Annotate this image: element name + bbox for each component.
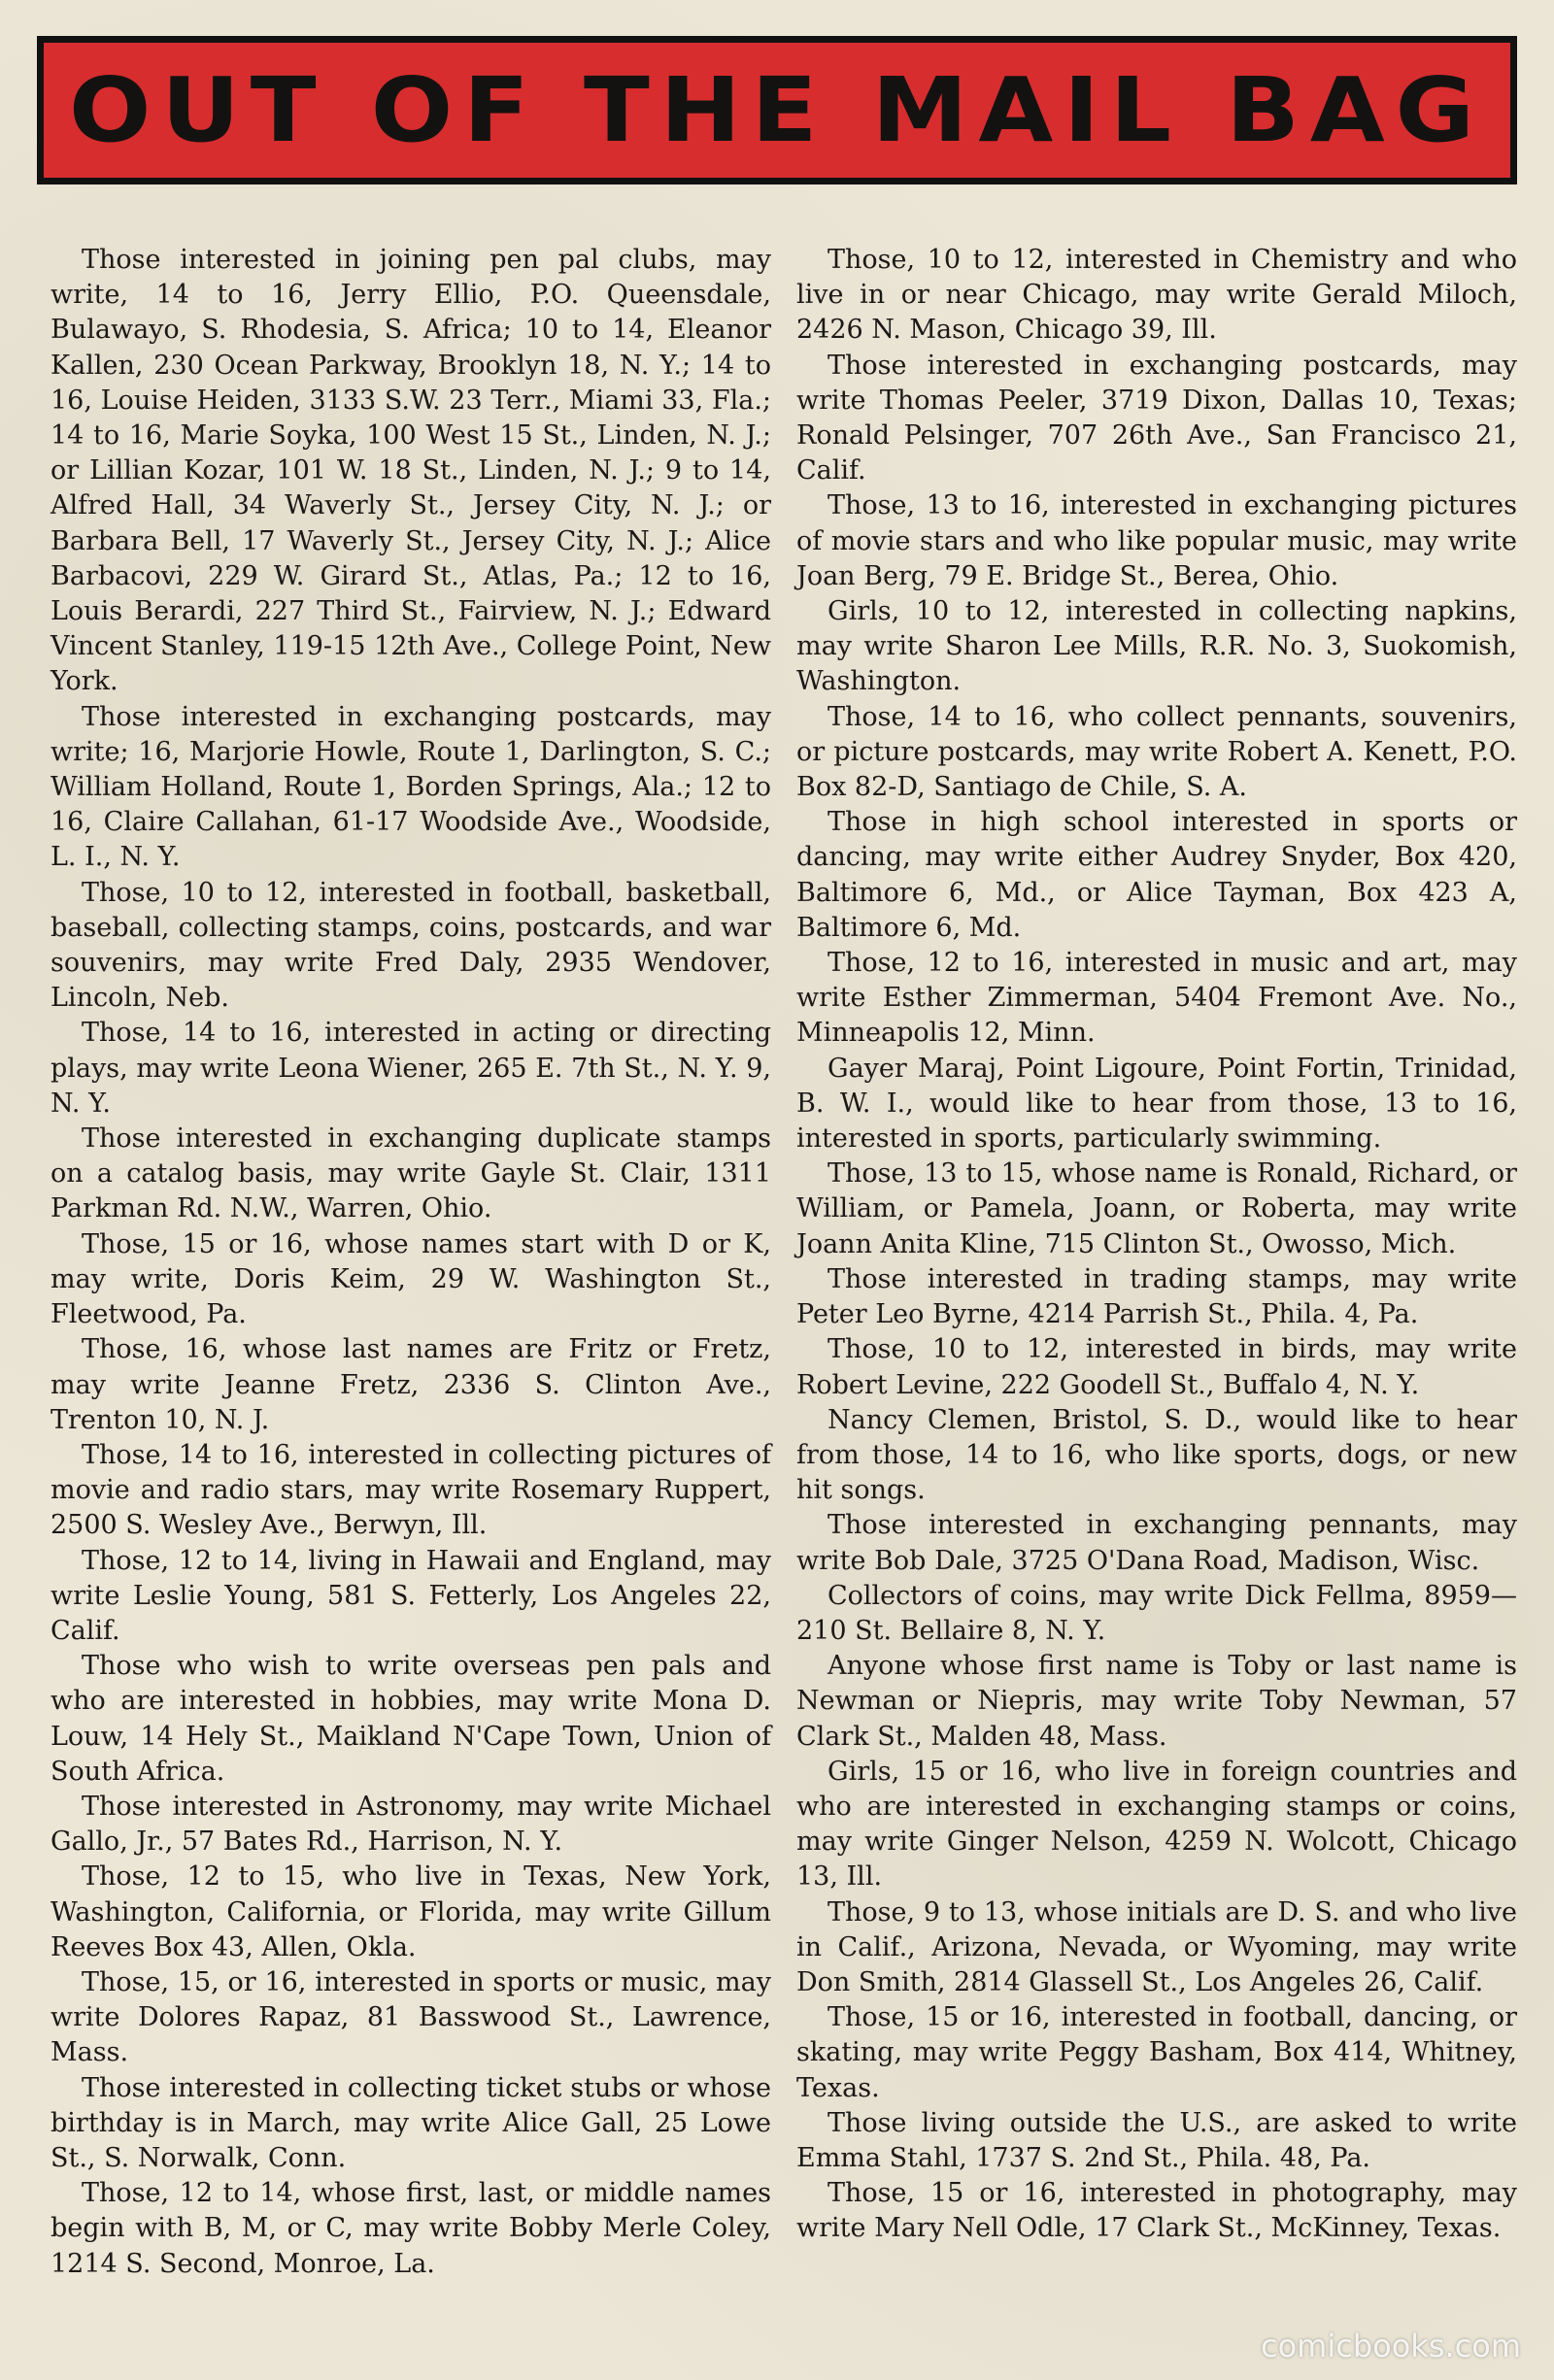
listing-paragraph: Those, 14 to 16, interested in collecting pictures of movie and radio stars, may write Rosemary Ruppert, 2500 S. Wesley Ave., Berwyn, Ill. bbox=[51, 1439, 771, 1541]
right-column bbox=[796, 243, 1517, 2330]
listing-paragraph: Those in high school interested in sports or dancing, may write either Audrey Snyder, Box 420, Baltimore 6, Md., or Alice Tayman, Box 423 A, Baltimore 6, Md. bbox=[796, 807, 1517, 943]
listing-paragraph: Nancy Clemen, Bristol, S. D., would like to hear from those, 14 to 16, who like sports, dogs, or new hit songs. bbox=[796, 1404, 1517, 1506]
listing-paragraph: Those, 15, or 16, interested in sports or music, may write Dolores Rapaz, 81 Basswood St., Lawrence, Mass. bbox=[51, 1966, 771, 2068]
listing-paragraph: Those, 15 or 16, interested in photography, may write Mary Nell Odle, 17 Clark St., McKinney, Texas. bbox=[796, 2178, 1517, 2244]
listing-paragraph: Those living outside the U.S., are asked to write Emma Stahl, 1737 S. 2nd St., Phila. 48, Pa. bbox=[796, 2107, 1517, 2173]
left-column bbox=[51, 243, 771, 2330]
listing-paragraph: Those, 12 to 16, interested in music and art, may write Esther Zimmerman, 5404 Fremont Ave. No., Minneapolis 12, Minn. bbox=[796, 948, 1517, 1049]
listing-paragraph: Those, 12 to 14, living in Hawaii and England, may write Leslie Young, 581 S. Fetterly, Los Angeles 22, Calif. bbox=[51, 1545, 771, 1646]
listing-paragraph: Those interested in trading stamps, may write Peter Leo Byrne, 4214 Parrish St., Phila. 4, Pa. bbox=[796, 1263, 1517, 1330]
listing-paragraph: Those who wish to write overseas pen pals and who are interested in hobbies, may write Mona D. Louw, 14 Hely St., Maikland N'Cape Town, Union of South Africa. bbox=[51, 1651, 771, 1787]
listing-paragraph: Those, 10 to 12, interested in football, basketball, baseball, collecting stamps, coins, postcards, and war souvenirs, may write Fred Daly, 2935 Wendover, Lincoln, Neb. bbox=[51, 877, 771, 1014]
site-watermark: comicbooks.com bbox=[1260, 2328, 1521, 2364]
listing-paragraph: Those, 15 or 16, whose names start with D or K, may write, Doris Keim, 29 W. Washington St., Fleetwood, Pa. bbox=[51, 1228, 771, 1330]
listing-paragraph: Those, 13 to 15, whose name is Ronald, Richard, or William, or Pamela, Joann, or Roberta, may write Joann Anita Kline, 715 Clinton St., Owosso, Mich. bbox=[796, 1158, 1517, 1259]
article-body bbox=[51, 243, 1517, 2330]
listing-paragraph: Those, 15 or 16, interested in football, dancing, or skating, may write Peggy Basham, Box 414, Whitney, Texas. bbox=[796, 2002, 1517, 2103]
listing-paragraph: Those, 16, whose last names are Fritz or Fretz, may write Jeanne Fretz, 2336 S. Clinton Ave., Trenton 10, N. J. bbox=[51, 1334, 771, 1435]
listing-paragraph: Girls, 10 to 12, interested in collecting napkins, may write Sharon Lee Mills, R.R. No. 3, Suokomish, Washington. bbox=[796, 596, 1517, 697]
listing-paragraph: Those interested in exchanging postcards, may write; 16, Marjorie Howle, Route 1, Darlington, S. C.; William Holland, Route 1, Borden Springs, Ala.; 12 to 16, Claire Callahan, 61-17 Woodside Ave., Woodside, L. I., N. Y. bbox=[51, 701, 771, 873]
page-title: OUT OF THE MAIL BAG bbox=[69, 58, 1485, 162]
listing-paragraph: Those, 14 to 16, who collect pennants, souvenirs, or picture postcards, may write Robert A. Kenett, P.O. Box 82-D, Santiago de Chile, S. A. bbox=[796, 701, 1517, 803]
listing-paragraph: Those interested in exchanging pennants, may write Bob Dale, 3725 O'Dana Road, Madison, Wisc. bbox=[796, 1510, 1517, 1576]
listing-paragraph: Those interested in Astronomy, may write Michael Gallo, Jr., 57 Bates Rd., Harrison, N. Y. bbox=[51, 1791, 771, 1858]
listing-paragraph: Anyone whose first name is Toby or last name is Newman or Niepris, may write Toby Newman, 57 Clark St., Malden 48, Mass. bbox=[796, 1651, 1517, 1752]
listing-paragraph: Those, 9 to 13, whose initials are D. S. and who live in Calif., Arizona, Nevada, or Wyoming, may write Don Smith, 2814 Glassell St., Los Angeles 26, Calif. bbox=[796, 1896, 1517, 1997]
listing-paragraph: Those, 12 to 15, who live in Texas, New York, Washington, California, or Florida, may write Gillum Reeves Box 43, Allen, Okla. bbox=[51, 1861, 771, 1962]
listing-paragraph: Those interested in exchanging postcards, may write Thomas Peeler, 3719 Dixon, Dallas 10, Texas; Ronald Pelsinger, 707 26th Ave., San Francisco 21, Calif. bbox=[796, 350, 1517, 486]
listing-paragraph: Gayer Maraj, Point Ligoure, Point Fortin, Trinidad, B. W. I., would like to hear from those, 13 to 16, interested in sports, particularly swimming. bbox=[796, 1053, 1517, 1155]
header-banner bbox=[37, 36, 1517, 184]
listing-paragraph: Those, 10 to 12, interested in Chemistry and who live in or near Chicago, may write Gerald Miloch, 2426 N. Mason, Chicago 39, Ill. bbox=[796, 245, 1517, 346]
listing-paragraph: Those interested in joining pen pal clubs, may write, 14 to 16, Jerry Ellio, P.O. Queensdale, Bulawayo, S. Rhodesia, S. Africa; 10 to 14, Eleanor Kallen, 230 Ocean Parkway, Brooklyn 18, N. Y.; 14 to 16, Louise Heiden, 3133 S.W. 23 Terr., Miami 33, Fla.; 14 to 16, Marie Soyka, 100 West 15 St., Linden, N. J.; or Lillian Kozar, 101 W. 18 St., Linden, N. J.; 9 to 14, Alfred Hall, 34 Waverly St., Jersey City, N. J.; or Barbara Bell, 17 Waverly St., Jersey City, N. J.; Alice Barbacovi, 229 W. Girard St., Atlas, Pa.; 12 to 16, Louis Berardi, 227 Third St., Fairview, N. J.; Edward Vincent Stanley, 119-15 12th Ave., College Point, New York. bbox=[51, 245, 771, 697]
listing-paragraph: Those, 12 to 14, whose first, last, or middle names begin with B, M, or C, may write Bobby Merle Coley, 1214 S. Second, Monroe, La. bbox=[51, 2178, 771, 2279]
listing-paragraph: Those interested in exchanging duplicate stamps on a catalog basis, may write Gayle St. Clair, 1311 Parkman Rd. N.W., Warren, Ohio. bbox=[51, 1123, 771, 1224]
listing-paragraph: Those, 14 to 16, interested in acting or directing plays, may write Leona Wiener, 265 E. 7th St., N. Y. 9, N. Y. bbox=[51, 1018, 771, 1119]
listing-paragraph: Those, 13 to 16, interested in exchanging pictures of movie stars and who like popular music, may write Joan Berg, 79 E. Bridge St., Berea, Ohio. bbox=[796, 490, 1517, 591]
listing-paragraph: Those, 10 to 12, interested in birds, may write Robert Levine, 222 Goodell St., Buffalo 4, N. Y. bbox=[796, 1334, 1517, 1400]
listing-paragraph: Collectors of coins, may write Dick Fellma, 8959—210 St. Bellaire 8, N. Y. bbox=[796, 1580, 1517, 1646]
listing-paragraph: Girls, 15 or 16, who live in foreign countries and who are interested in exchanging stamps or coins, may write Ginger Nelson, 4259 N. Wolcott, Chicago 13, Ill. bbox=[796, 1756, 1517, 1893]
listing-paragraph: Those interested in collecting ticket stubs or whose birthday is in March, may write Alice Gall, 25 Lowe St., S. Norwalk, Conn. bbox=[51, 2072, 771, 2173]
